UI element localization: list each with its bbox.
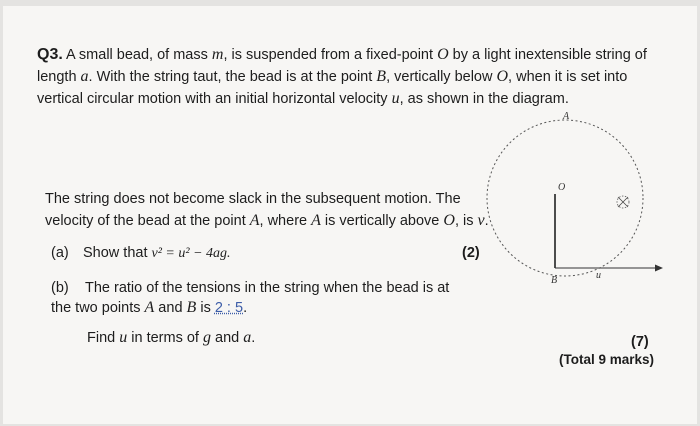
var-g: g bbox=[203, 329, 211, 346]
find-text: and bbox=[211, 330, 244, 346]
part-a bbox=[51, 245, 231, 262]
part-b-label: (b) bbox=[51, 280, 69, 296]
part-b-text: . bbox=[243, 300, 248, 316]
part-a-equation: v² = u² − 4ag. bbox=[151, 246, 231, 261]
intro-text: , vertically below bbox=[386, 69, 497, 85]
var-m: m bbox=[211, 46, 224, 63]
part-b-text: The ratio of the tensions in the string when the bead is at the two points bbox=[51, 280, 450, 316]
find-text: Find bbox=[87, 330, 120, 346]
slack-text: is vertically above bbox=[320, 213, 444, 229]
var-u: u bbox=[119, 329, 128, 346]
slack-text: . bbox=[484, 213, 489, 229]
intro-text: by a light inextensible string of length bbox=[37, 47, 647, 85]
label-B: B bbox=[551, 275, 558, 286]
question-number: Q3. bbox=[37, 46, 63, 63]
part-a-text: Show that bbox=[83, 245, 152, 261]
slack-statement bbox=[45, 189, 495, 232]
var-O: O bbox=[437, 46, 449, 63]
label-u: u bbox=[596, 270, 601, 281]
slack-text: , is bbox=[454, 213, 478, 229]
var-a: a bbox=[80, 68, 89, 85]
var-A: A bbox=[144, 299, 155, 316]
part-b bbox=[51, 279, 471, 318]
var-A: A bbox=[249, 212, 260, 229]
slack-text: The string does not become slack in the subsequent motion. The velocity of the bead at the point bbox=[45, 191, 461, 229]
var-a: a bbox=[243, 329, 252, 346]
circular-motion-diagram bbox=[483, 106, 673, 286]
intro-text: . With the string taut, the bead is at the point bbox=[88, 69, 377, 85]
part-a-label: (a) bbox=[51, 245, 69, 261]
var-O: O bbox=[443, 212, 455, 229]
intro-text: , when it is set into vertical circular motion with an initial horizontal velocity bbox=[37, 69, 628, 107]
path-circle bbox=[484, 120, 643, 276]
label-A: A bbox=[563, 111, 570, 122]
question-intro bbox=[37, 44, 667, 110]
bead-icon bbox=[617, 196, 629, 208]
find-text: in terms of bbox=[127, 330, 203, 346]
tension-ratio: 2 : 5 bbox=[214, 300, 244, 316]
slack-text: , where bbox=[259, 213, 312, 229]
part-a-marks: (2) bbox=[462, 245, 480, 261]
intro-text: , is suspended from a fixed-point bbox=[223, 47, 438, 63]
var-B: B bbox=[186, 299, 197, 316]
part-b-text: and bbox=[154, 300, 187, 316]
var-O: O bbox=[496, 68, 509, 85]
worksheet-page bbox=[3, 6, 697, 424]
var-A: A bbox=[311, 212, 321, 229]
intro-text: A small bead, of mass bbox=[66, 47, 212, 63]
arrowhead-icon bbox=[655, 265, 663, 272]
var-v: v bbox=[477, 212, 485, 229]
var-B: B bbox=[376, 68, 387, 85]
part-b-marks: (7) bbox=[631, 334, 649, 350]
label-O: O bbox=[558, 182, 566, 193]
total-marks: (Total 9 marks) bbox=[559, 352, 655, 367]
intro-text: , as shown in the diagram. bbox=[399, 91, 569, 107]
find-text: . bbox=[251, 330, 256, 346]
var-u: u bbox=[391, 90, 400, 107]
part-b-text: is bbox=[196, 300, 215, 316]
part-b-find bbox=[87, 329, 255, 347]
